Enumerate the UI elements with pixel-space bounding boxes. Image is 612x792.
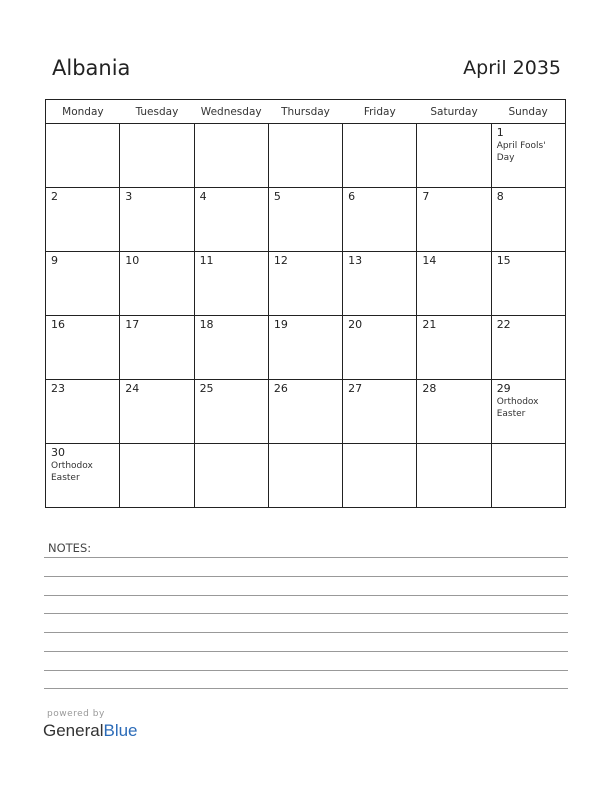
day-cell	[268, 380, 342, 444]
day-cell	[194, 188, 268, 252]
day-number: 18	[199, 318, 214, 331]
day-number: 11	[199, 254, 214, 267]
notes-line	[44, 670, 568, 671]
day-number: 14	[422, 254, 437, 267]
day-cell	[46, 316, 120, 380]
day-cell	[491, 124, 565, 188]
generalblue-logo[interactable]	[43, 721, 138, 741]
day-cell	[120, 124, 194, 188]
day-cell	[417, 252, 491, 316]
day-number: 23	[51, 382, 65, 395]
day-number: 28	[422, 382, 437, 395]
day-cell	[343, 316, 417, 380]
weekday-header: Thursday	[268, 100, 342, 124]
day-number: 2	[51, 190, 58, 203]
day-number: 25	[199, 382, 214, 395]
powered-by-text: powered by	[47, 709, 105, 719]
day-cell	[343, 444, 417, 508]
month-year-title: April 2035	[463, 57, 561, 79]
day-cell	[194, 316, 268, 380]
weekday-header: Wednesday	[194, 100, 268, 124]
day-cell	[268, 252, 342, 316]
week-row	[46, 188, 566, 252]
day-cell	[46, 188, 120, 252]
day-number: 4	[199, 190, 207, 203]
day-cell	[417, 444, 491, 508]
day-number: 17	[125, 318, 140, 331]
notes-line	[44, 632, 568, 633]
day-number: 19	[273, 318, 288, 331]
day-cell	[417, 380, 491, 444]
day-cell	[194, 252, 268, 316]
day-cell	[194, 124, 268, 188]
notes-label: NOTES:	[48, 541, 92, 555]
day-number: 30	[51, 446, 65, 459]
day-number: 22	[496, 318, 511, 331]
day-cell	[46, 380, 120, 444]
day-number: 20	[348, 318, 363, 331]
day-cell	[491, 444, 565, 508]
week-row	[46, 444, 566, 508]
brand-general: General	[43, 721, 104, 740]
day-cell	[491, 188, 565, 252]
day-cell	[120, 188, 194, 252]
day-cell	[120, 316, 194, 380]
day-cell	[194, 444, 268, 508]
day-number: 1	[496, 126, 504, 139]
week-row	[46, 252, 566, 316]
holiday-label: Orthodox Easter	[51, 461, 93, 483]
day-number: 21	[422, 318, 437, 331]
weekday-header: Sunday	[491, 100, 565, 124]
notes-line	[44, 613, 568, 614]
week-row	[46, 124, 566, 188]
day-number: 13	[348, 254, 363, 267]
day-cell	[343, 124, 417, 188]
day-number: 12	[273, 254, 288, 267]
notes-line	[44, 595, 568, 596]
notes-line	[44, 576, 568, 577]
country-title: Albania	[52, 56, 131, 80]
calendar-grid	[45, 99, 566, 508]
week-row	[46, 380, 566, 444]
day-number: 6	[348, 190, 356, 203]
day-cell	[46, 444, 120, 508]
day-cell	[120, 252, 194, 316]
weekday-header: Monday	[46, 100, 120, 124]
day-cell	[268, 316, 342, 380]
day-number: 9	[51, 254, 58, 267]
holiday-label: Orthodox Easter	[496, 397, 539, 419]
day-number: 8	[496, 190, 504, 203]
day-number: 3	[125, 190, 133, 203]
day-number: 16	[51, 318, 65, 331]
day-cell	[417, 316, 491, 380]
day-number: 26	[273, 382, 288, 395]
weekday-header: Friday	[343, 100, 417, 124]
day-cell	[417, 124, 491, 188]
weekday-header-row	[46, 100, 566, 124]
day-cell	[46, 124, 120, 188]
day-cell	[343, 188, 417, 252]
day-number: 24	[125, 382, 140, 395]
day-number: 7	[422, 190, 430, 203]
day-cell	[194, 380, 268, 444]
day-cell	[417, 188, 491, 252]
day-cell	[268, 188, 342, 252]
day-cell	[268, 124, 342, 188]
day-cell	[120, 380, 194, 444]
weekday-header: Tuesday	[120, 100, 194, 124]
day-cell	[120, 444, 194, 508]
day-cell	[343, 380, 417, 444]
weekday-header: Saturday	[417, 100, 491, 124]
day-cell	[268, 444, 342, 508]
day-number: 10	[125, 254, 140, 267]
brand-blue: Blue	[103, 721, 138, 740]
day-number: 29	[496, 382, 511, 395]
week-row	[46, 316, 566, 380]
notes-line	[44, 688, 568, 689]
day-cell	[491, 380, 565, 444]
day-cell	[491, 252, 565, 316]
day-cell	[491, 316, 565, 380]
day-cell	[343, 252, 417, 316]
holiday-label: April Fools' Day	[496, 141, 546, 163]
day-number: 27	[348, 382, 363, 395]
day-number: 5	[273, 190, 281, 203]
day-cell	[46, 252, 120, 316]
notes-line	[44, 557, 568, 558]
day-number: 15	[496, 254, 511, 267]
notes-line	[44, 651, 568, 652]
